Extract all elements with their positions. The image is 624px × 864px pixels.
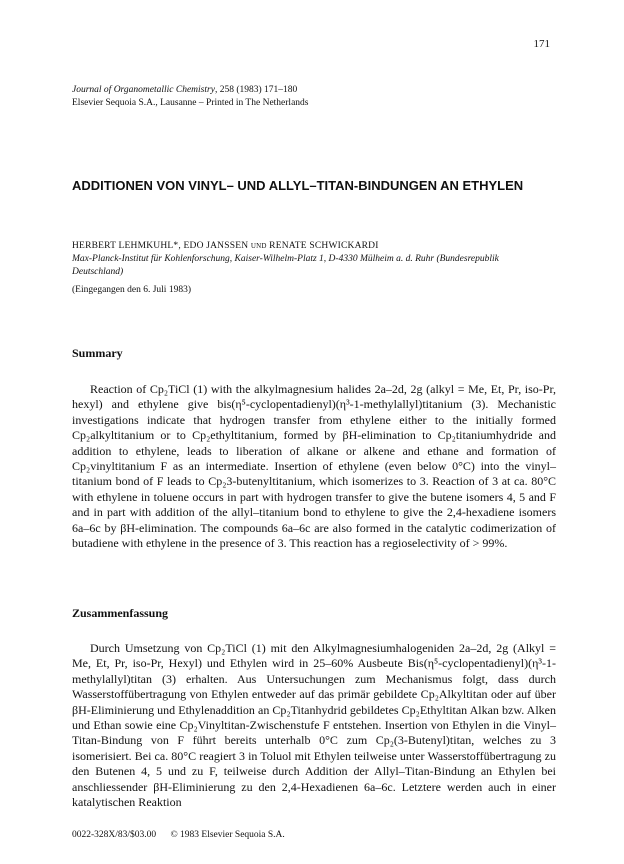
zusammenfassung-text: Durch Umsetzung von Cp₂TiCl (1) mit den Alkylmagnesiumhalogeniden 2a–2d, 2g (Alkyl = Me, Et, Pr, iso-Pr, Hexyl) und Ethylen wird in 25–60% Ausbeute Bis(η⁵-cyclopentadienyl)(η³-1-methylallyl)titan (3) erhalten. Aus Untersuchungen zum Mechanismus folgt, dass durch Wasserstoffübertragung von Ethylen entweder auf das primär gebildete Cp₂Alkyltitan oder auf über βH-Eliminierung und Ethylenaddition an Cp₂Titanhydrid gebildetes Cp₂Ethyltitan Alkan bzw. Alken und Ethan sowie eine Cp₂Vinyltitan-Zwischenstufe F entstehen. Insertion von Ethylen in die Vinyl–Titan-Bindung von F führt bereits unterhalb 0°C zum Cp₂(3-Butenyl)titan, welches zu 3 isomerisiert. Bei ca. 80°C reagiert 3 in Toluol mit Ethylen teilweise unter Wasserstoffübertragung zu den Butenen 4, 5 und zu F, teilweise durch Addition der Allyl–Titan-Bindung an Ethylen bei anschliessender βH-Eliminierung zu den 2,4-Hexadienen 6a–6c. Letztere werden auch in einer katalytischen Reaktion — [72, 641, 556, 810]
journal-citation: , 258 (1983) 171–180 — [214, 85, 298, 95]
author-affiliation: Max-Planck-Institut für Kohlenforschung, Kaiser-Wilhelm-Platz 1, D-4330 Mülheim a. d. Ruhr (Bundesrepublik Deutschland) — [72, 254, 499, 277]
zusammenfassung-heading: Zusammenfassung — [72, 606, 169, 620]
page-footer — [72, 830, 285, 840]
author-names: HERBERT LEHMKUHL*, EDO JANSSEN und RENATE SCHWICKARDI — [72, 241, 379, 251]
article-title: ADDITIONEN VON VINYL– UND ALLYL–TITAN-BINDUNGEN AN ETHYLEN — [72, 178, 524, 193]
footer-code: 0022-328X/83/$03.00 — [72, 830, 157, 840]
author-block — [72, 240, 552, 297]
summary-text: Reaction of Cp₂TiCl (1) with the alkylmagnesium halides 2a–2d, 2g (alkyl = Me, Et, Pr, iso-Pr, hexyl) and ethylene give bis(η⁵-cyclopentadienyl)(η³-1-methylallyl)titanium (3). Mechanistic investigations indicate that hydrogen transfer from ethylene either to the initially formed Cp₂alkyltitanium or to Cp₂ethyltitanium, formed by βH-elimination to Cp₂titaniumhydride and addition to ethylene, leads to liberation of alkane or alkene and ethane and formation of Cp₂vinyltitanium F as an intermediate. Insertion of ethylene (even below 0°C) into the vinyl–titanium bond of F leads to Cp₂3-butenyltitanium, which isomerizes to 3. Reaction of 3 at ca. 80°C with ethylene in toluene occurs in part with hydrogen transfer to give the butene isomers 4, 5 and F and in part with addition of the allyl–titanium bond to ethylene to give the 2,4-hexadiene isomers 6a–6c by βH-elimination. The compounds 6a–6c are also formed in the catalytic codimerization of butadiene with ethylene in the presence of 3. This reaction has a regioselectivity of > 99%. — [72, 382, 556, 551]
received-date: (Eingegangen den 6. Juli 1983) — [72, 285, 191, 295]
journal-header — [72, 84, 552, 110]
journal-name: Journal of Organometallic Chemistry — [72, 85, 215, 95]
page-number: 171 — [533, 38, 550, 50]
summary-heading: Summary — [72, 346, 123, 360]
footer-copyright: © 1983 Elsevier Sequoia S.A. — [170, 830, 285, 840]
publisher-line: Elsevier Sequoia S.A., Lausanne – Printed in The Netherlands — [72, 98, 309, 108]
